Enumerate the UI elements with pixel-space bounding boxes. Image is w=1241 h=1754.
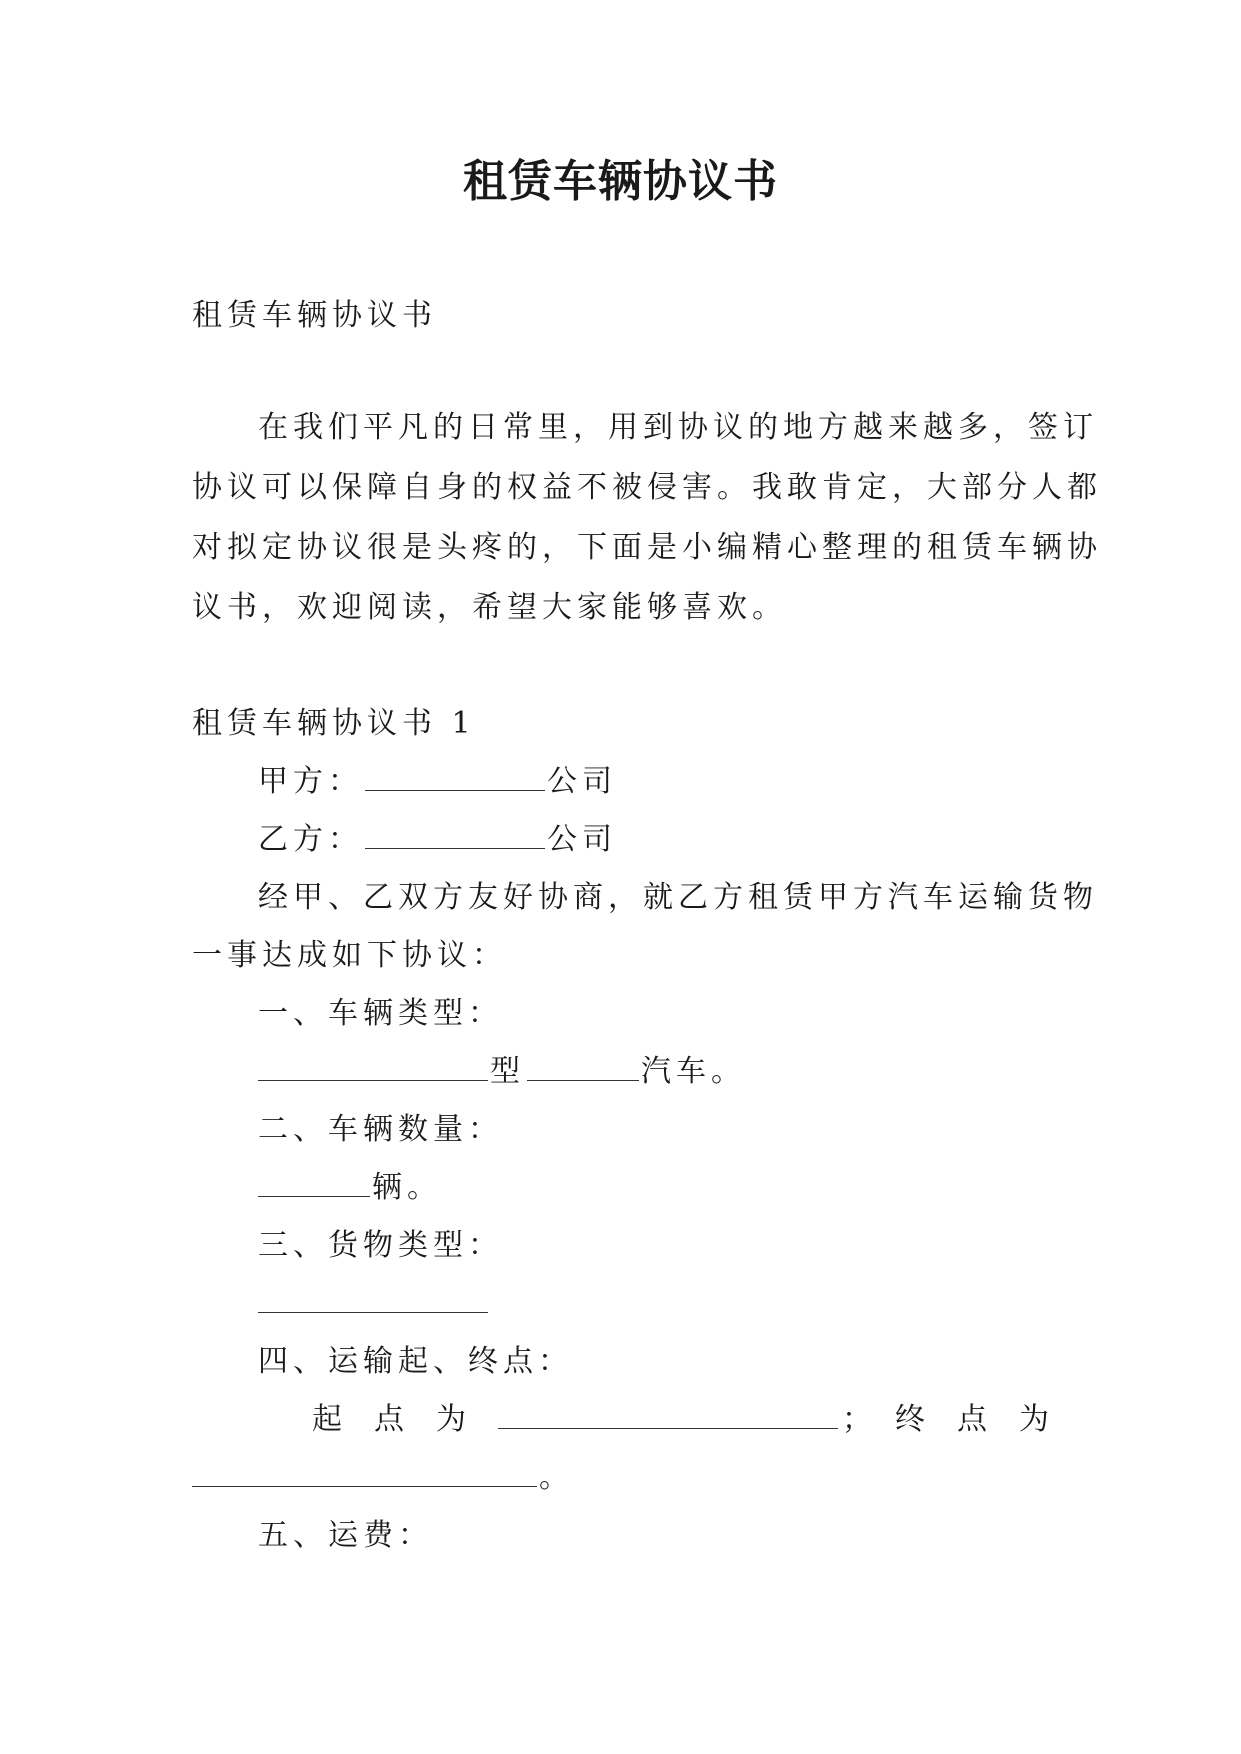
party-b-suffix: 公司 bbox=[547, 822, 617, 857]
party-b-label: 乙方： bbox=[258, 822, 363, 857]
item-4-start-end-row bbox=[192, 1400, 1055, 1440]
start-point-line bbox=[498, 1400, 838, 1440]
item-2-content bbox=[256, 1168, 442, 1208]
end-char-2: 点 bbox=[957, 1402, 992, 1437]
vehicle-count-blank bbox=[258, 1170, 370, 1197]
vehicle-model-blank bbox=[258, 1054, 488, 1081]
document-subtitle: 租赁车辆协议书 bbox=[192, 298, 437, 333]
agreement-line-1: 经甲、乙双方友好协商，就乙方租赁甲方汽车运输货物 bbox=[258, 880, 1098, 915]
intro-line-4: 议书，欢迎阅读，希望大家能够喜欢。 bbox=[192, 590, 787, 625]
party-a-label: 甲方： bbox=[258, 764, 363, 799]
start-char-1: 起 bbox=[312, 1402, 347, 1437]
agreement-line-2: 一事达成如下协议： bbox=[192, 938, 507, 973]
item-4-semicolon: ； bbox=[842, 1402, 877, 1437]
item-2-end: 辆。 bbox=[372, 1170, 442, 1205]
item-1-end: 汽车。 bbox=[641, 1054, 746, 1089]
item-2-heading: 二、车辆数量： bbox=[258, 1112, 503, 1147]
end-char-1: 终 bbox=[895, 1402, 930, 1437]
party-b-blank bbox=[365, 822, 545, 849]
end-char-3: 为 bbox=[1019, 1402, 1054, 1437]
item-4-end: 。 bbox=[539, 1460, 574, 1495]
item-4-heading: 四、运输起、终点： bbox=[258, 1344, 573, 1379]
start-point-blank bbox=[498, 1402, 838, 1429]
start-char-3: 为 bbox=[436, 1402, 471, 1437]
item-1-mid: 型 bbox=[490, 1054, 525, 1089]
party-a-line bbox=[258, 762, 617, 802]
cargo-type-blank bbox=[258, 1286, 488, 1313]
end-point-blank bbox=[192, 1460, 537, 1487]
vehicle-brand-blank bbox=[527, 1054, 639, 1081]
intro-line-1: 在我们平凡的日常里，用到协议的地方越来越多，签订 bbox=[258, 410, 1098, 445]
intro-line-2: 协议可以保障自身的权益不被侵害。我敢肯定，大部分人都 bbox=[192, 470, 1102, 505]
item-4-end-line bbox=[190, 1458, 574, 1498]
party-b-line bbox=[258, 820, 617, 860]
intro-line-3: 对拟定协议很是头疼的，下面是小编精心整理的租赁车辆协 bbox=[192, 530, 1102, 565]
start-char-2: 点 bbox=[374, 1402, 409, 1437]
item-3-heading: 三、货物类型： bbox=[258, 1228, 503, 1263]
item-3-content bbox=[256, 1284, 490, 1324]
document-title: 租赁车辆协议书 bbox=[463, 156, 778, 207]
item-1-heading: 一、车辆类型： bbox=[258, 996, 503, 1031]
party-a-blank bbox=[365, 764, 545, 791]
section-heading: 租赁车辆协议书 1 bbox=[192, 706, 476, 741]
item-1-content bbox=[256, 1052, 746, 1092]
party-a-suffix: 公司 bbox=[547, 764, 617, 799]
item-5-heading: 五、运费： bbox=[258, 1518, 433, 1553]
